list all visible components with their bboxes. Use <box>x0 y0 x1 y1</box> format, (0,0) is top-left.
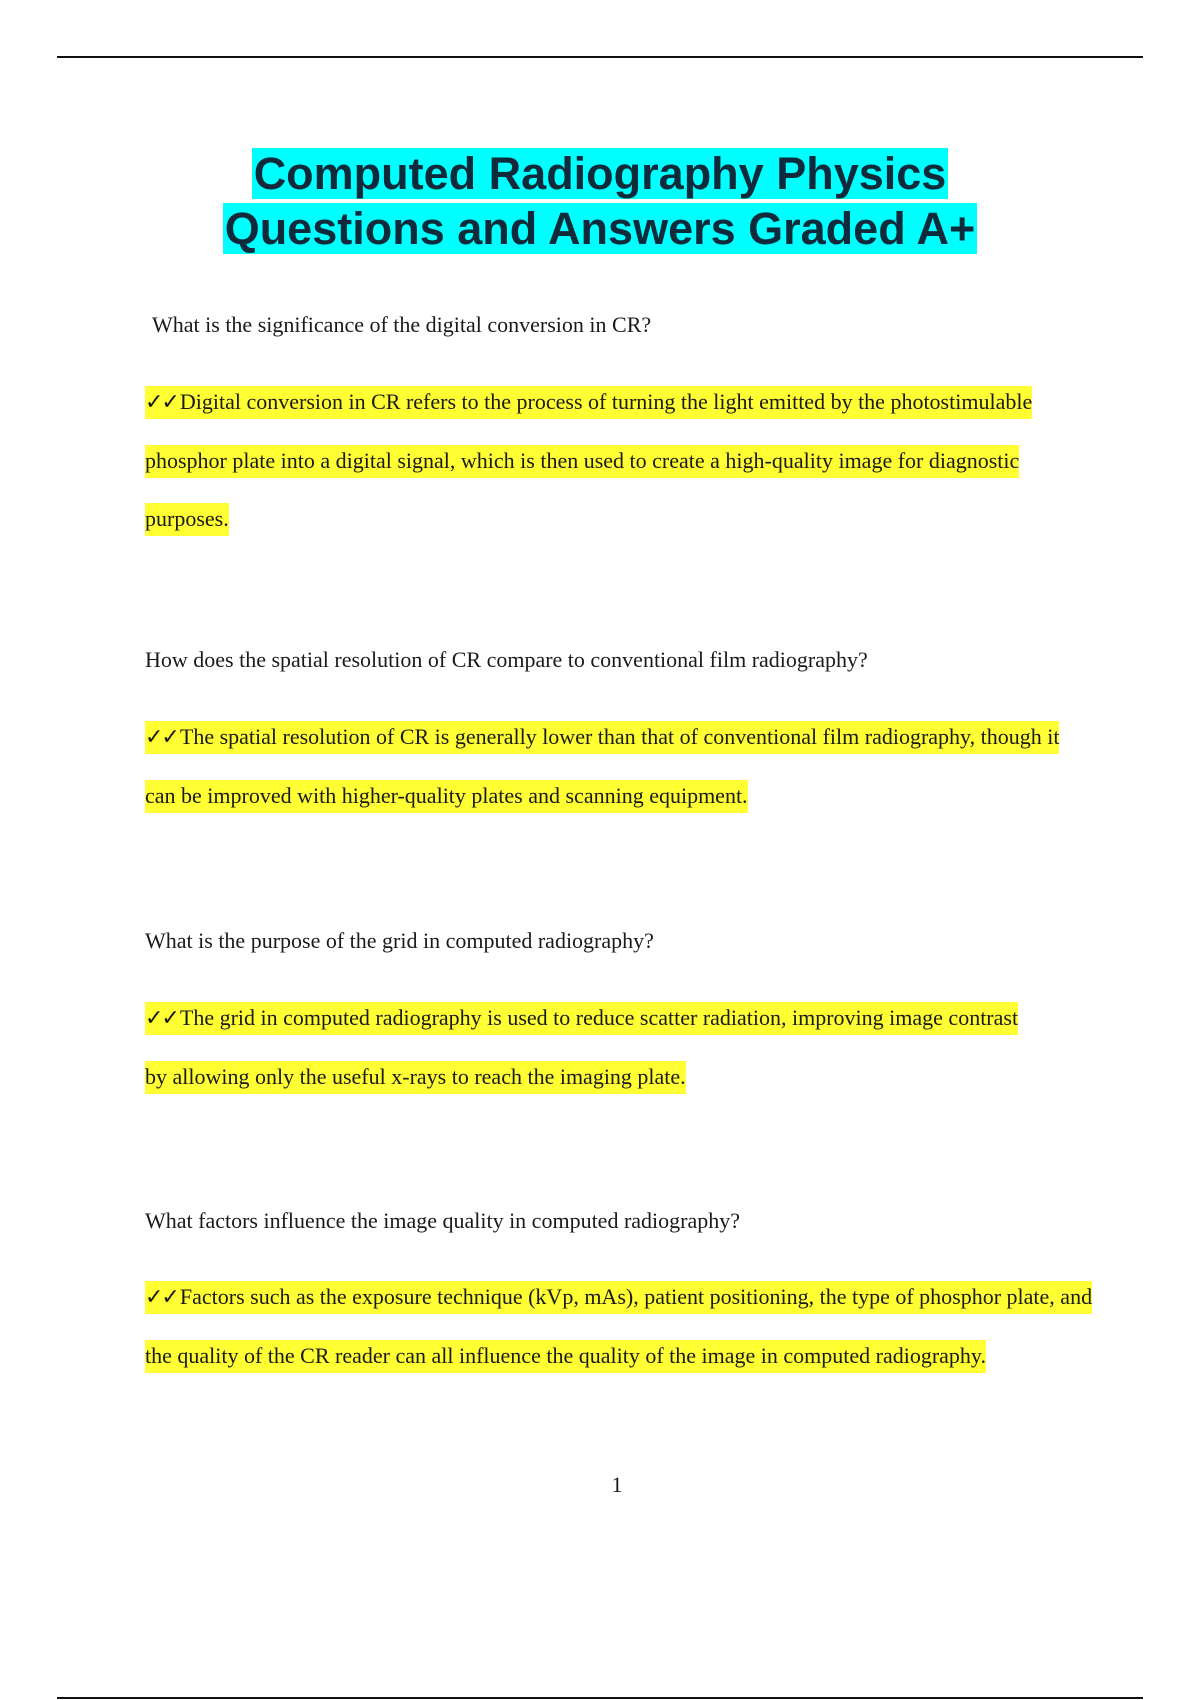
question-2: How does the spatial resolution of CR compare to conventional film radiography? <box>145 647 868 672</box>
answer-highlight <box>145 721 1059 813</box>
answer-2-text: The spatial resolution of CR is generally lower than that of conventional film radiography, though it can be improved with higher-quality plates and scanning equipment. <box>145 724 1060 808</box>
answer-3 <box>145 989 1045 1106</box>
question-3: What is the purpose of the grid in computed radiography? <box>145 928 654 953</box>
footer-rule <box>57 1697 1143 1699</box>
answer-3-text: The grid in computed radiography is used to reduce scatter radiation, improving image contrast by allowing only the useful x-rays to reach the imaging plate. <box>145 1005 1019 1089</box>
answer-2 <box>145 708 1075 825</box>
document-title <box>0 146 1200 256</box>
question-4: What factors influence the image quality in computed radiography? <box>145 1208 740 1233</box>
answer-4-text: Factors such as the exposure technique (kVp, mAs), patient positioning, the type of phosphor plate, and the quality of the CR reader can all influence the quality of the image in computed radiography. <box>145 1284 1093 1368</box>
question-1: What is the significance of the digital conversion in CR? <box>152 312 652 337</box>
answer-highlight <box>145 1002 1018 1094</box>
answer-4 <box>145 1268 1100 1385</box>
double-check-icon: ✓✓ <box>145 1285 178 1310</box>
answer-1-text: Digital conversion in CR refers to the process of turning the light emitted by the photostimulable phosphor plate into a digital signal, which is then used to create a high-quality image for diagnostic purposes. <box>145 389 1033 531</box>
title-line-2: Questions and Answers Graded A+ <box>224 203 976 254</box>
title-line-1: Computed Radiography Physics <box>253 148 947 199</box>
answer-highlight <box>145 386 1032 536</box>
header-rule <box>57 56 1143 58</box>
page-number: 1 <box>611 1472 623 1497</box>
double-check-icon: ✓✓ <box>145 725 178 750</box>
answer-highlight <box>145 1281 1092 1373</box>
double-check-icon: ✓✓ <box>145 390 178 415</box>
double-check-icon: ✓✓ <box>145 1006 178 1031</box>
answer-1 <box>145 373 1095 548</box>
